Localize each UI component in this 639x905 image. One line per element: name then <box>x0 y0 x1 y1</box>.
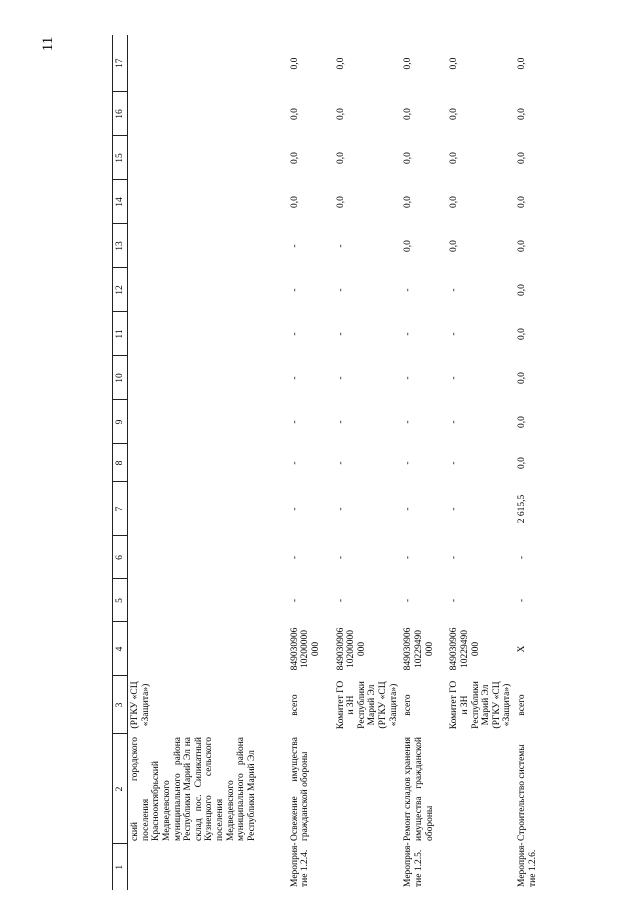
cell-value: 0,0 <box>517 57 527 70</box>
cell-event-name: Ремонт складов хранения имущества гражданской обороны <box>403 737 435 841</box>
cell-value: - <box>449 507 460 511</box>
cell-value: 0,0 <box>517 284 527 296</box>
cell-budget-code: 849030906 10229490 000 <box>449 627 481 671</box>
table-row <box>515 35 551 890</box>
cell-value: - <box>449 376 460 380</box>
cell-value: 0,0 <box>403 152 414 164</box>
cell-value: - <box>289 288 300 292</box>
col-header: 1 <box>113 844 128 890</box>
col-header: 17 <box>113 35 128 92</box>
cell-value: - <box>403 332 414 336</box>
cell-value: 0,0 <box>289 152 300 164</box>
cell-value <box>128 224 288 268</box>
cell-event-number <box>334 844 402 890</box>
cell-value: 0,0 <box>517 108 527 120</box>
col-header: 6 <box>113 536 128 579</box>
cell-executor: всего <box>289 694 300 716</box>
cell-value: - <box>449 555 460 560</box>
cell-event-number <box>447 844 515 890</box>
col-header: 13 <box>113 224 128 268</box>
cell-value: 0,0 <box>517 328 527 340</box>
cell-value: - <box>289 598 300 603</box>
col-header: 2 <box>113 734 128 844</box>
cell-value: 0,0 <box>517 196 527 208</box>
cell-value: - <box>335 288 346 292</box>
cell-event-name <box>447 734 515 844</box>
cell-executor: Комитет ГО и ЗН Республики Марий Эл (РГКУ «СЦ «Защита») <box>449 680 513 730</box>
cell-event-number: Мероприя-тие 1.2.6. <box>517 842 538 887</box>
table-row <box>288 35 334 890</box>
col-header: 5 <box>113 579 128 622</box>
cell-value: - <box>517 598 527 603</box>
cell-value: - <box>449 420 460 424</box>
cell-value: 0,0 <box>449 152 460 164</box>
cell-value <box>128 356 288 400</box>
cell-event-name <box>334 734 402 844</box>
cell-event-number: Мероприя-тие 1.2.4. <box>289 842 311 887</box>
cell-value: 2 615,5 <box>517 494 527 524</box>
cell-value: - <box>449 598 460 603</box>
cell-event-name: Освежение имущества гражданской обороны <box>289 737 311 841</box>
col-header: 4 <box>113 622 128 676</box>
cell-value: - <box>335 332 346 336</box>
cell-value: 0,0 <box>289 57 300 70</box>
cell-value: - <box>449 461 460 465</box>
cell-value: - <box>289 461 300 465</box>
cell-value: 0,0 <box>335 152 346 164</box>
cell-value: 0,0 <box>403 57 414 70</box>
cell-budget-code: 849030906 10200000 000 <box>335 627 367 671</box>
cell-value: 0,0 <box>449 196 460 208</box>
col-header: 10 <box>113 356 128 400</box>
cell-value: - <box>335 461 346 465</box>
cell-value: 0,0 <box>289 108 300 120</box>
cell-value: - <box>289 244 300 248</box>
cell-value: - <box>289 507 300 511</box>
cell-executor: Комитет ГО и ЗН Республики Марий Эл (РГКУ «СЦ «Защита») <box>335 680 399 730</box>
cell-value <box>128 579 288 622</box>
cell-executor: (РГКУ «СЦ «Защита») <box>130 681 151 729</box>
cell-value: - <box>335 555 346 560</box>
cell-value <box>128 444 288 482</box>
col-header: 16 <box>113 92 128 136</box>
col-header: 9 <box>113 400 128 444</box>
table-row <box>401 35 447 890</box>
cell-value: 0,0 <box>517 240 527 252</box>
cell-budget-code <box>128 622 288 676</box>
cell-value: - <box>449 288 460 292</box>
cell-value: - <box>449 332 460 336</box>
cell-value: 0,0 <box>403 196 414 208</box>
cell-executor: всего <box>403 694 414 716</box>
cell-value: 0,0 <box>449 57 460 70</box>
cell-value <box>128 136 288 180</box>
cell-event-name: ский городского поселения Краснооктябрьский Медведевского муниципального района Республики Марий Эл на склад пос. Силикатный Кузнецкого сельского поселения Медведевского муниципального района Республики Марий Эл <box>130 737 257 841</box>
cell-value: 0,0 <box>517 457 527 469</box>
budget-table <box>112 35 551 890</box>
page-number: 11 <box>40 36 56 52</box>
cell-value: - <box>403 288 414 292</box>
col-header: 15 <box>113 136 128 180</box>
cell-value: - <box>335 598 346 603</box>
cell-budget-code: 849030906 10229490 000 <box>403 627 435 671</box>
table-row <box>128 35 288 890</box>
col-header: 7 <box>113 482 128 536</box>
cell-event-number: Мероприя-тие 1.2.5. <box>403 842 424 887</box>
table-row <box>334 35 402 890</box>
header-row <box>113 35 128 890</box>
cell-value: - <box>403 461 414 465</box>
cell-value: 0,0 <box>403 240 414 252</box>
cell-value <box>128 268 288 312</box>
col-header: 11 <box>113 312 128 356</box>
cell-value: - <box>403 376 414 380</box>
table-row <box>447 35 515 890</box>
cell-value: - <box>289 376 300 380</box>
cell-value: - <box>403 598 414 603</box>
budget-table-rotated <box>112 35 632 890</box>
cell-value: 0,0 <box>517 416 527 428</box>
cell-value: - <box>335 507 346 511</box>
cell-value <box>128 92 288 136</box>
col-header: 12 <box>113 268 128 312</box>
cell-value: - <box>403 420 414 424</box>
cell-value: 0,0 <box>517 152 527 164</box>
cell-value: 0,0 <box>335 57 346 70</box>
cell-value: - <box>289 332 300 336</box>
cell-value <box>128 482 288 536</box>
cell-event-number <box>128 844 288 890</box>
cell-value: - <box>335 420 346 424</box>
cell-value: - <box>403 507 414 511</box>
cell-value <box>128 312 288 356</box>
cell-value: 0,0 <box>289 196 300 208</box>
cell-executor: всего <box>517 694 527 716</box>
col-header: 3 <box>113 676 128 734</box>
cell-value <box>128 35 288 92</box>
cell-value: 0,0 <box>335 196 346 208</box>
cell-value: 0,0 <box>449 108 460 120</box>
col-header: 8 <box>113 444 128 482</box>
cell-value: - <box>517 555 527 560</box>
cell-value <box>128 536 288 579</box>
cell-value: 0,0 <box>403 108 414 120</box>
col-header: 14 <box>113 180 128 224</box>
cell-value: 0,0 <box>449 240 460 252</box>
cell-value: - <box>289 555 300 560</box>
cell-budget-code: 849030906 10200000 000 <box>289 627 321 671</box>
cell-value: 0,0 <box>335 108 346 120</box>
cell-value: - <box>335 376 346 380</box>
cell-value <box>128 180 288 224</box>
cell-budget-code: Х <box>517 645 527 653</box>
cell-value: - <box>289 420 300 424</box>
cell-value <box>128 400 288 444</box>
cell-value: - <box>335 244 346 248</box>
cell-event-name: Строительство системы <box>517 744 527 841</box>
cell-value: 0,0 <box>517 372 527 384</box>
cell-value: - <box>403 555 414 560</box>
